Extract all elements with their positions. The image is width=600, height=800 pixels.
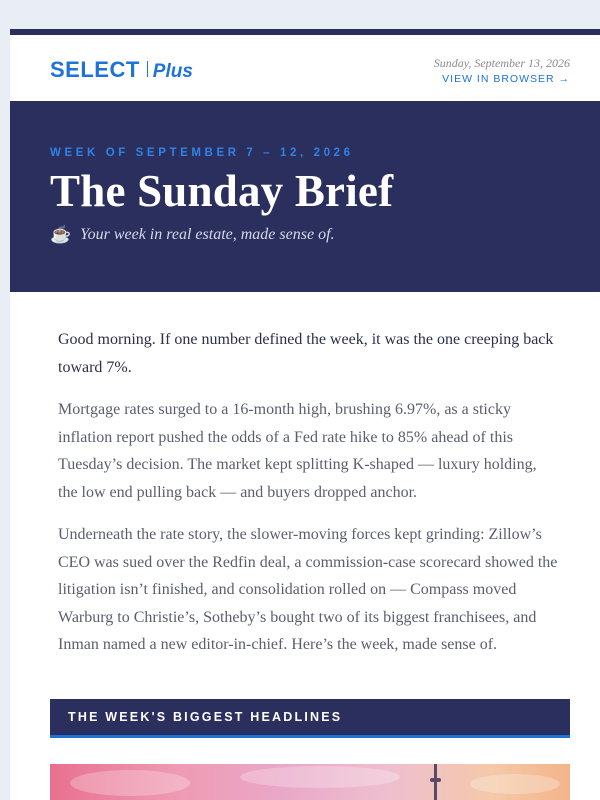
email-header [10, 35, 600, 101]
sky-cloud [470, 774, 560, 794]
headline-feature-image[interactable] [50, 764, 570, 800]
body-paragraph-2: Underneath the rate story, the slower-moving forces kept grinding: Zillow’s CEO was sued over the Redfin deal, a commission-case scorecard showed the litigation isn’t finished, and consolidation rolled on — Compass moved Warburg to Christie’s, Sotheby’s bought two of its biggest franchisees, and Inman named a new editor-in-chief. Here’s the week, made sense of. [58, 526, 558, 653]
body-paragraph-1: Mortgage rates surged to a 16-month high, brushing 6.97%, as a sticky inflation report pushed the odds of a Fed rate hike to 85% ahead of this Tuesday’s decision. The market kept splitting K-shaped — luxury holding, the low end pulling back — and buyers dropped anchor. [58, 401, 537, 501]
issue-date: Sunday, September 13, 2026 [433, 56, 570, 70]
headlines-section-title: THE WEEK'S BIGGEST HEADLINES [68, 710, 343, 724]
email-container [10, 29, 600, 800]
sky-cloud [240, 766, 400, 788]
hero-banner [10, 101, 600, 292]
headlines-section-header [50, 699, 570, 738]
logo-wordmark: SELECT [50, 57, 140, 82]
newsletter-tagline [50, 225, 335, 245]
week-kicker: WEEK OF SEPTEMBER 7 – 12, 2026 [50, 147, 354, 159]
lead-paragraph: Good morning. If one number defined the week, it was the one creeping back toward 7%. [58, 331, 554, 376]
logo-plus-label: Plus [152, 61, 193, 82]
brand-logo[interactable] [50, 57, 193, 83]
coffee-cup-icon: ☕ [50, 225, 72, 244]
tagline-text: Your week in real estate, made sense of. [80, 226, 335, 243]
logo-divider [147, 61, 148, 77]
newsletter-title: The Sunday Brief [50, 166, 394, 216]
tower-deck [430, 778, 441, 782]
sky-cloud [70, 770, 190, 796]
intro-body [10, 292, 600, 659]
tower-silhouette [434, 764, 437, 800]
view-in-browser-link[interactable]: VIEW IN BROWSER → [442, 73, 570, 85]
